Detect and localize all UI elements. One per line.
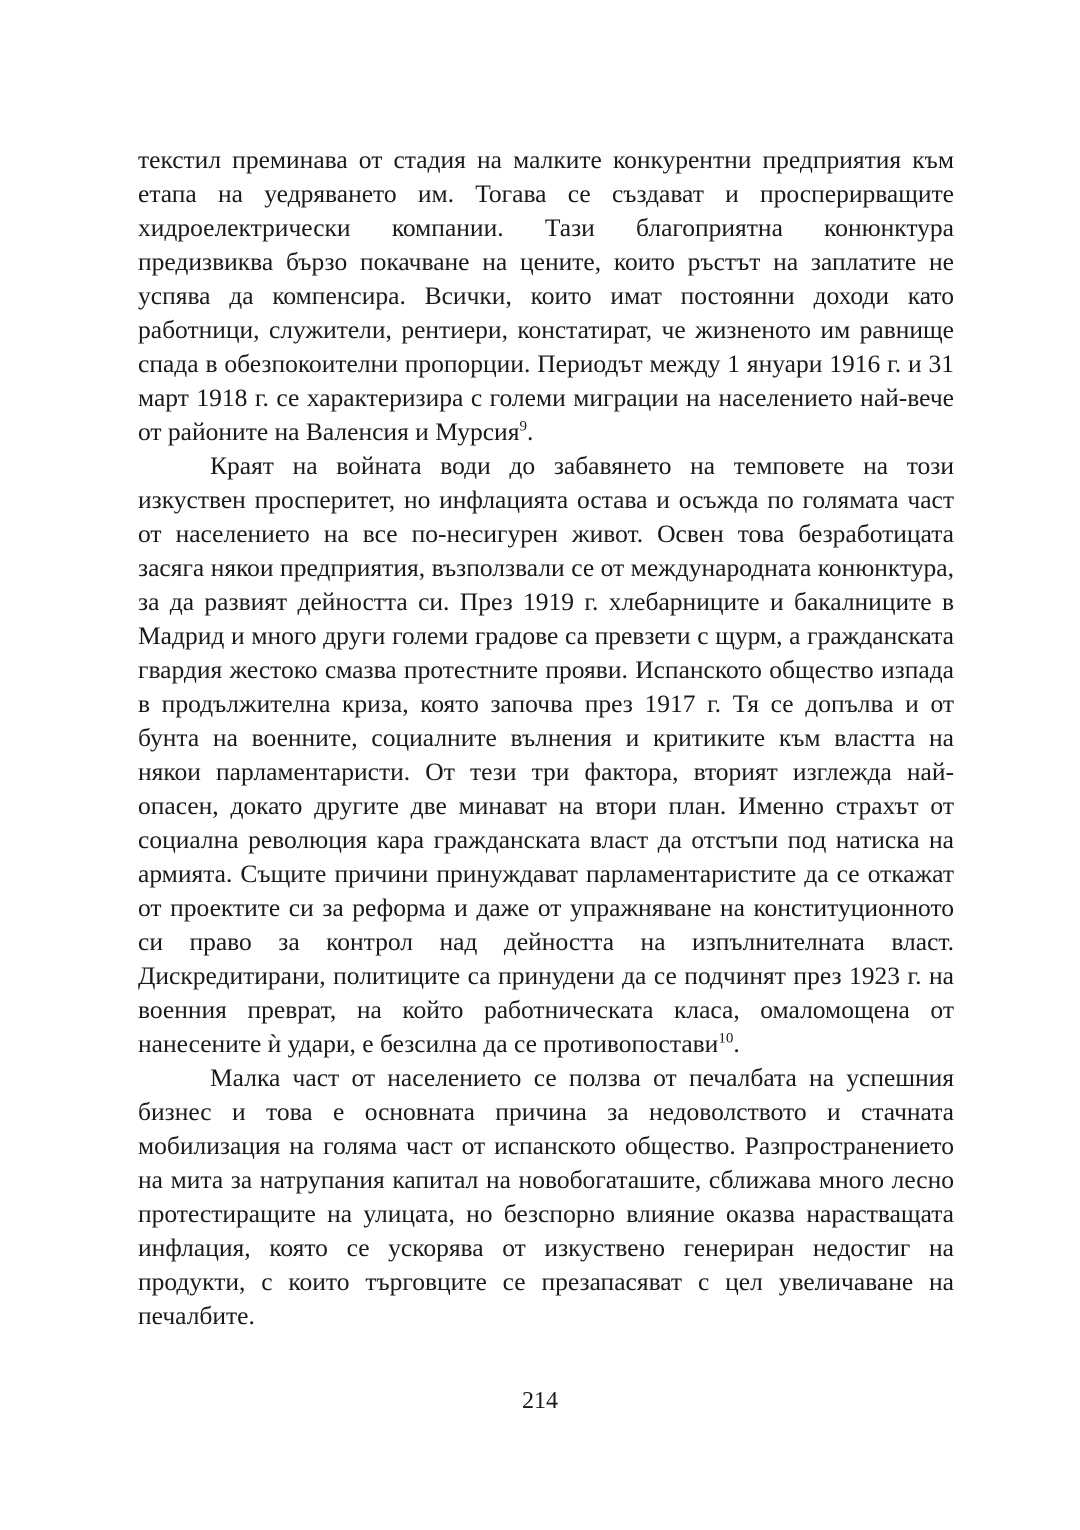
footnote-marker: 10 xyxy=(718,1030,734,1047)
body-text xyxy=(138,143,954,1333)
paragraph xyxy=(138,449,954,1061)
paragraph-text: Краят на войната води до забавянето на темповете на този изкуствен просперитет, но инфлацията остава и осъжда по голямата част от населението на все по-несигурен живот. Освен това безработицата засяга някои предприятия, възползвали се от международната конюнктура, за да развият дейността си. През 1919 г. хлебарниците и бакалниците в Мадрид и много други големи градове са превзети с щурм, а гражданската гвардия жестоко смазва протестните прояви. Испанското общество изпада в продължителна криза, която започва през 1917 г. Тя се допълва и от бунта на военните, социалните вълнения и критиките към властта на някои парламентаристи. От тези три фактора, вторият изглежда най-опасен, докато другите две минават на втори план. Именно страхът от социална революция кара гражданската власт да отстъпи под натиска на армията. Същите причини принуждават парламентаристите да се откажат от проектите си за реформа и даже от упражняване на конституционното си право за контрол над дейността на изпълнителната власт. Дискредитирани, политиците са принудени да се подчинят през 1923 г. на военния преврат, на който работническата класа, омаломощена от нанесените ѝ удари, е безсилна да се противопостави xyxy=(138,451,954,1058)
paragraph-tail: . xyxy=(733,1029,740,1058)
paragraph xyxy=(138,1061,954,1333)
paragraph-tail: . xyxy=(526,417,534,446)
paragraph-text: текстил преминава от стадия на малките конкурентни предприятия към етапа на уедряването им. Тогава се създават и просперирващите хидроелектрически компании. Тази благоприятна конюнктура предизвиква бързо покачване на цените, които ръстът на заплатите не успява да компенсира. Всички, които имат постоянни доходи като работници, служители, рентиери, констатират, че жизненото им равнище спада в обезпокоителни пропорции. Периодът между 1 януари 1916 г. и 31 март 1918 г. се характеризира с големи миграции на населението най-вече от районите на Валенсия и Мурсия xyxy=(138,145,954,446)
page-number: 214 xyxy=(522,1388,558,1414)
paragraph-continued xyxy=(138,143,954,449)
footnote-marker: 9 xyxy=(519,418,527,435)
paragraph-text: Малка част от населението се ползва от печалбата на успешния бизнес и това е основната причина за недоволството и стачната мобилизация на голяма част от испанското общество. Разпространението на мита за натрупания капитал на новобогаташите, сближава много лесно протестиращите на улицата, но безспорно влияние оказва нарастващата инфлация, която се ускорява от изкуствено генериран недостиг на продукти, с които търговците се презапасяват с цел увеличаване на печалбите. xyxy=(138,1063,954,1330)
